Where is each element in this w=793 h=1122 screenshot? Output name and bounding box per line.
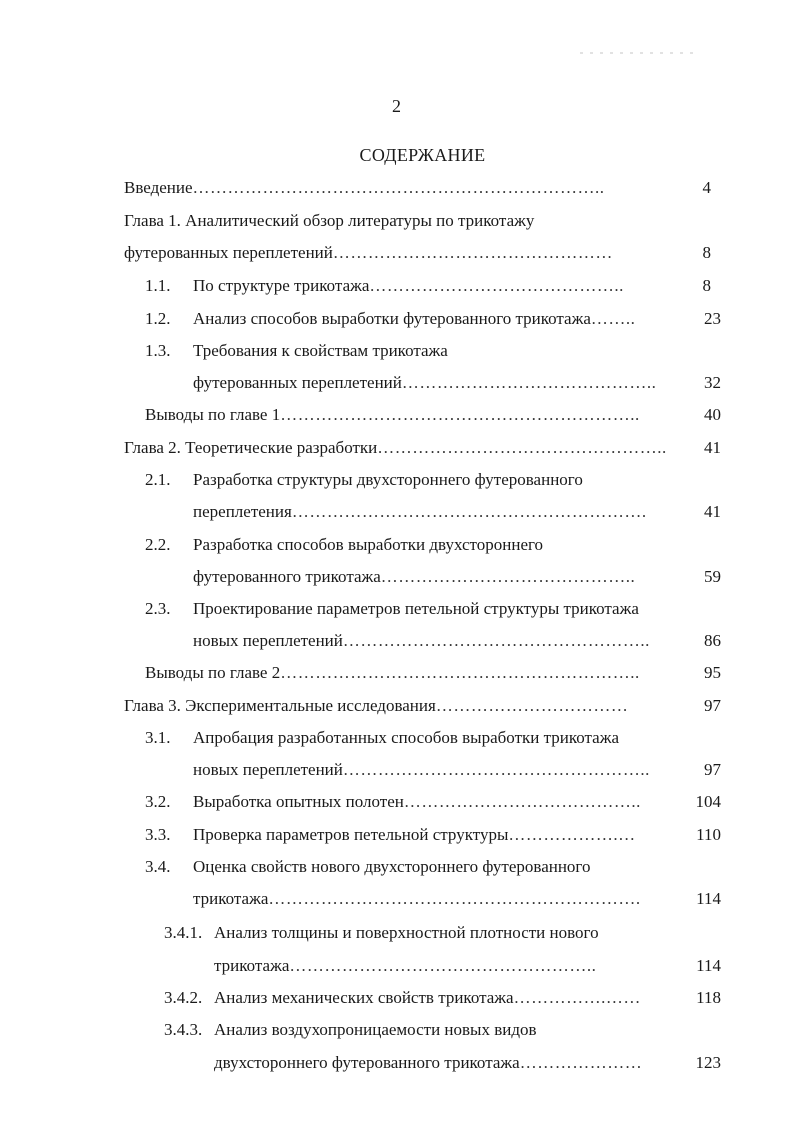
toc-section-number: 1.3. <box>145 341 171 360</box>
toc-page-number: 41 <box>704 502 721 521</box>
toc-section-number: 3.4.3. <box>164 1020 203 1039</box>
toc-entry-3-4-3[interactable]: Анализ воздухопроницаемости новых видов <box>214 1020 537 1039</box>
toc-page-number: 110 <box>696 825 721 844</box>
toc-page-number: 104 <box>695 792 721 811</box>
toc-page-number: 95 <box>704 663 721 682</box>
toc-entry-3-1-cont[interactable]: новых переплетений…………………………………………….. <box>193 760 650 779</box>
toc-page-number: 40 <box>704 405 721 424</box>
toc-section-number: 1.2. <box>145 309 171 328</box>
toc-chapter-1-title-cont[interactable]: футерованных переплетений………………………………………… <box>124 243 613 262</box>
toc-entry-3-4-3-cont[interactable]: двухстороннего футерованного трикотажа………………… <box>214 1053 643 1072</box>
page-title: СОДЕРЖАНИЕ <box>359 145 486 165</box>
page-number: 2 <box>392 96 401 116</box>
toc-section-number: 2.1. <box>145 470 171 489</box>
toc-page-number: 114 <box>696 956 721 975</box>
toc-page-number: 97 <box>704 696 721 715</box>
toc-entry-introduction[interactable]: Введение…………………………………………………………….. <box>124 178 605 197</box>
toc-page-number: 4 <box>702 178 711 197</box>
toc-page-number: 8 <box>702 276 711 295</box>
toc-entry-2-3-cont[interactable]: новых переплетений…………………………………………….. <box>193 631 650 650</box>
toc-section-number: 3.4.1. <box>164 923 203 942</box>
toc-entry-2-3[interactable]: Проектирование параметров петельной структуры трикотажа <box>193 599 639 618</box>
toc-entry-3-4[interactable]: Оценка свойств нового двухстороннего футерованного <box>193 857 591 876</box>
toc-entry-1-1[interactable]: По структуре трикотажа…………………………………….. <box>193 276 624 295</box>
toc-chapter-2-title[interactable]: Глава 2. Теоретические разработки………………………………………….. <box>124 438 667 457</box>
toc-entry-2-2[interactable]: Разработка способов выработки двухстороннего <box>193 535 544 554</box>
toc-section-number: 3.4.2. <box>164 988 203 1007</box>
toc-entry-3-2[interactable]: Выработка опытных полотен………………………………….. <box>193 792 641 811</box>
toc-page-number: 97 <box>704 760 721 779</box>
toc-entry-3-4-cont[interactable]: трикотажа………………………………………………………. <box>193 889 641 908</box>
toc-chapter-3-title[interactable]: Глава 3. Экспериментальные исследования…………………………… <box>124 696 629 715</box>
toc-entry-2-1[interactable]: Разработка структуры двухстороннего футерованного <box>193 470 583 489</box>
toc-entry-3-4-1-cont[interactable]: трикотажа…………………………………………….. <box>214 956 597 975</box>
toc-page-number: 114 <box>696 889 721 908</box>
toc-entry-3-4-1[interactable]: Анализ толщины и поверхностной плотности нового <box>214 923 599 942</box>
toc-entry-2-2-cont[interactable]: футерованного трикотажа…………………………………….. <box>193 567 636 586</box>
toc-entry-2-1-cont[interactable]: переплетения……………………………………………………. <box>193 502 647 521</box>
toc-section-number: 3.1. <box>145 728 171 747</box>
toc-page-number: 59 <box>704 567 721 586</box>
toc-entry-1-3[interactable]: Требования к свойствам трикотажа <box>193 341 448 360</box>
toc-page-number: 32 <box>704 373 721 392</box>
toc-chapter-1-title[interactable]: Глава 1. Аналитический обзор литературы по трикотажу <box>124 211 535 230</box>
toc-section-number: 2.2. <box>145 535 171 554</box>
toc-entry-3-4-2[interactable]: Анализ механических свойств трикотажа…………….…… <box>214 988 641 1007</box>
toc-section-number: 3.4. <box>145 857 171 876</box>
toc-page-number: 123 <box>695 1053 721 1072</box>
toc-entry-3-1[interactable]: Апробация разработанных способов выработки трикотажа <box>193 728 619 747</box>
toc-entry-3-3[interactable]: Проверка параметров петельной структуры……………….… <box>193 825 636 844</box>
scan-artifact <box>580 52 700 54</box>
toc-page-number: 8 <box>702 243 711 262</box>
toc-section-number: 2.3. <box>145 599 171 618</box>
toc-section-number: 3.2. <box>145 792 171 811</box>
toc-entry-conclusions-2[interactable]: Выводы по главе 2…………………………………………………….. <box>145 663 640 682</box>
toc-section-number: 3.3. <box>145 825 171 844</box>
toc-entry-1-3-cont[interactable]: футерованных переплетений…………………………………….. <box>193 373 657 392</box>
toc-page-number: 23 <box>704 309 721 328</box>
toc-entry-1-2[interactable]: Анализ способов выработки футерованного трикотажа…….. <box>193 309 636 328</box>
toc-entry-conclusions-1[interactable]: Выводы по главе 1…………………………………………………….. <box>145 405 640 424</box>
toc-page-number: 86 <box>704 631 721 650</box>
toc-page-number: 41 <box>704 438 721 457</box>
toc-page-number: 118 <box>696 988 721 1007</box>
toc-section-number: 1.1. <box>145 276 171 295</box>
